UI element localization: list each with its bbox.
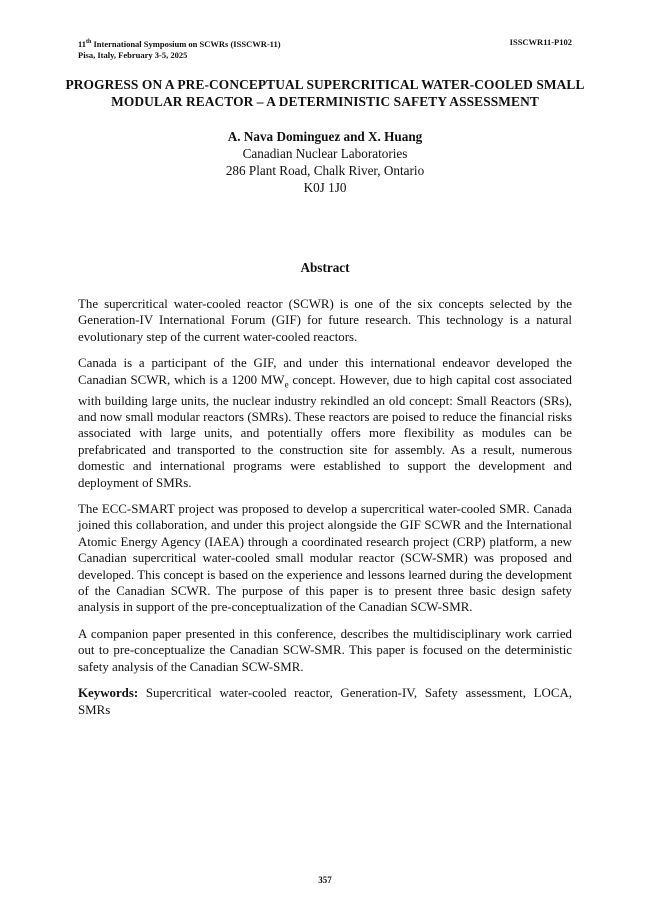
paper-id: ISSCWR11-P102 <box>509 37 572 47</box>
keywords <box>78 685 572 718</box>
title-line-1: PROGRESS ON A PRE-CONCEPTUAL SUPERCRITICAL WATER-COOLED SMALL <box>65 77 585 92</box>
paragraph-2-end: concept. However, due to high capital cost associated with building large units, the nuclear industry rekindled an old concept: Small Reactors (SRs), and now small modular reactors (SMRs). These reactors are poised to reduce the financial risks associated with large units, and potentially offers more flexibility as modules can be prefabricated and transported to the construction site for assembly. As a result, numerous domestic and international programs were established to support the development and deployment of SMRs. <box>78 372 572 490</box>
author-affiliation: Canadian Nuclear Laboratories <box>242 146 408 161</box>
page-number: 357 <box>318 875 332 885</box>
conference-header <box>78 37 281 61</box>
abstract-paragraph-3: The ECC-SMART project was proposed to develop a supercritical water-cooled SMR. Canada joined this collaboration, and under this project alongside the GIF SCWR and the International Atomic Energy Agency (IAEA) through a coordinated research project (CRP) platform, a new Canadian supercritical water-cooled small modular reactor (SCW-SMR) was proposed and developed. This concept is based on the experience and lessons learned during the development of the Canadian SCWR. The purpose of this paper is to present three basic design safety analysis in support of the pre-conceptualization of the Canadian SCW-SMR. <box>78 502 572 615</box>
author-names: A. Nava Dominguez and X. Huang <box>227 129 423 144</box>
abstract-heading: Abstract <box>300 260 350 275</box>
abstract-body <box>78 296 572 728</box>
author-block <box>0 128 650 196</box>
conference-name <box>78 37 281 50</box>
conference-title: International Symposium on SCWRs (ISSCWR-11) <box>91 38 281 49</box>
abstract-paragraph-1: The supercritical water-cooled reactor (SCWR) is one of the six concepts selected by the Generation-IV International Forum (GIF) for future research. This technology is a natural evolutionary step of the current water-cooled reactors. <box>78 297 572 344</box>
paragraph-2-start: Canada is a participant of the GIF, and under this international endeavor developed the Canadian SCWR, which is a 1200 MW <box>78 356 572 387</box>
abstract-paragraph-2 <box>78 355 572 491</box>
author-postal-code: K0J 1J0 <box>303 180 347 195</box>
keywords-label: Keywords: <box>78 686 139 701</box>
abstract-paragraph-4: A companion paper presented in this conference, describes the multidisciplinary work carried out to pre-conceptualize the Canadian SCW-SMR. This paper is focused on the deterministic safety analysis of the Canadian SCW-SMR. <box>78 626 572 674</box>
title-line-2: MODULAR REACTOR – A DETERMINISTIC SAFETY ASSESSMENT <box>111 94 539 109</box>
conference-number: 11 <box>78 38 87 49</box>
power-unit-subscript: e <box>284 379 289 390</box>
paper-title <box>60 76 590 110</box>
conference-ordinal: th <box>86 39 92 45</box>
keywords-text: Supercritical water-cooled reactor, Generation-IV, Safety assessment, LOCA, SMRs <box>78 686 572 717</box>
author-address: 286 Plant Road, Chalk River, Ontario <box>225 163 425 178</box>
conference-location: Pisa, Italy, February 3-5, 2025 <box>78 49 188 60</box>
